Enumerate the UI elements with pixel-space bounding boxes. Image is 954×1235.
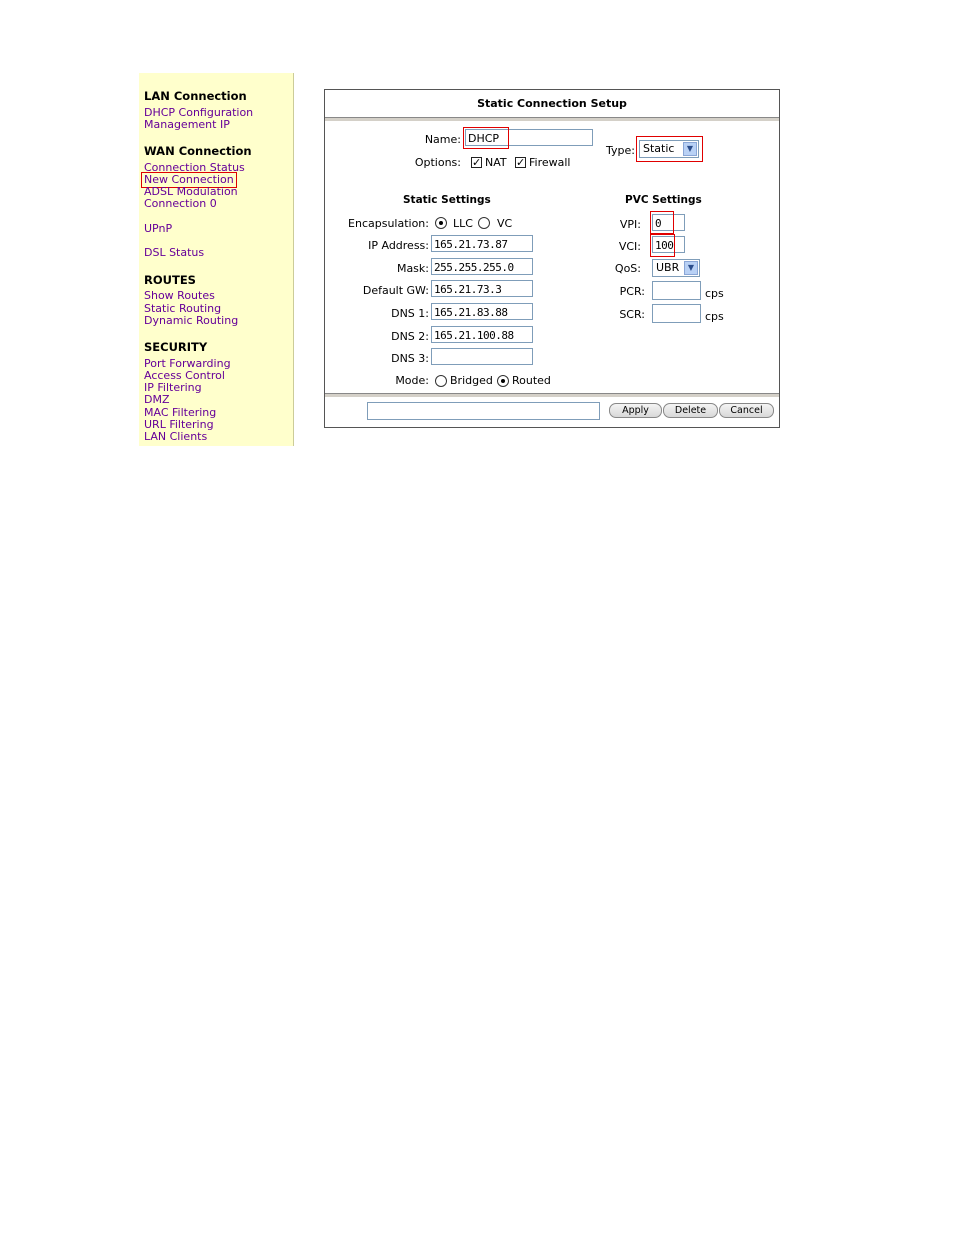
sidebar-item-dsl-status[interactable]: DSL Status (144, 246, 205, 259)
nat-checkbox[interactable]: ✓ (472, 156, 482, 169)
section-lan-connection: LAN Connection (144, 89, 247, 103)
sidebar-item-dynamic-routing[interactable]: Dynamic Routing (144, 314, 239, 327)
ip-address-label: IP Address: (368, 239, 429, 252)
mask-label: Mask: (396, 262, 429, 275)
qos-select-value: UBR (656, 261, 680, 274)
sidebar-item-port-forwarding[interactable]: Port Forwarding (144, 357, 231, 370)
dns2-input[interactable]: 165.21.100.88 (431, 326, 533, 343)
sidebar-item-access-control[interactable]: Access Control (144, 369, 225, 382)
sidebar-item-dmz[interactable]: DMZ (144, 393, 170, 406)
footer-divider (325, 393, 779, 397)
section-security: SECURITY (144, 340, 208, 354)
apply-button[interactable]: Apply (609, 403, 662, 418)
vci-label: VCI: (618, 240, 641, 253)
type-label: Type: (606, 144, 635, 157)
ip-address-input[interactable]: 165.21.73.87 (431, 235, 533, 252)
sidebar-item-new-connection[interactable]: New Connection (144, 173, 234, 186)
dns1-label: DNS 1: (391, 307, 429, 320)
scr-unit: cps (705, 310, 724, 323)
qos-label: QoS: (614, 262, 641, 275)
delete-button[interactable]: Delete (663, 403, 718, 418)
sidebar-item-static-routing[interactable]: Static Routing (144, 302, 222, 315)
sidebar-item-connection-status[interactable]: Connection Status (144, 161, 245, 174)
dns1-input[interactable]: 165.21.83.88 (431, 303, 533, 320)
default-gw-label: Default GW: (362, 284, 429, 297)
pvc-settings-heading: PVC Settings (625, 194, 702, 206)
sidebar-item-mac-filtering[interactable]: MAC Filtering (144, 406, 217, 419)
status-field (367, 402, 600, 420)
vpi-highlight-box (650, 211, 674, 234)
section-routes: ROUTES (144, 273, 196, 287)
scr-input[interactable] (652, 304, 701, 323)
scr-label: SCR: (619, 308, 645, 321)
sidebar-item-adsl-modulation[interactable]: ADSL Modulation (144, 185, 238, 198)
mode-label: Mode: (395, 374, 429, 387)
vci-input[interactable]: 100 (652, 236, 685, 253)
sidebar-nav (144, 73, 294, 446)
sidebar-item-ip-filtering[interactable]: IP Filtering (144, 381, 202, 394)
form-title: Static Connection Setup (477, 97, 627, 110)
vpi-input[interactable]: 0 (652, 214, 685, 231)
llc-label: LLC (453, 217, 473, 230)
router-admin-frame (139, 73, 813, 446)
section-wan-connection: WAN Connection (144, 144, 252, 158)
pcr-unit: cps (705, 287, 724, 300)
routed-label: Routed (512, 374, 551, 387)
firewall-label: Firewall (529, 156, 571, 169)
vc-radio[interactable] (478, 217, 490, 229)
name-input[interactable]: DHCP (465, 129, 593, 146)
sidebar-item-management-ip[interactable]: Management IP (144, 118, 230, 131)
name-label: Name: (424, 133, 461, 146)
dns3-input[interactable] (431, 348, 533, 365)
sidebar-item-lan-clients[interactable]: LAN Clients (144, 430, 208, 443)
mask-input[interactable]: 255.255.255.0 (431, 258, 533, 275)
sidebar-item-connection-0[interactable]: Connection 0 (144, 197, 217, 210)
bridged-label: Bridged (450, 374, 493, 387)
vci-highlight-box (650, 234, 675, 257)
qos-select[interactable] (652, 259, 700, 277)
title-divider (325, 117, 779, 121)
vpi-label: VPI: (619, 218, 641, 231)
static-settings-heading: Static Settings (403, 194, 491, 206)
firewall-checkbox[interactable]: ✓ (516, 156, 526, 169)
encapsulation-label: Encapsulation: (348, 217, 429, 230)
bridged-radio[interactable] (435, 375, 447, 387)
main-panel (293, 73, 814, 446)
type-select-value: Static (643, 142, 675, 155)
default-gw-input[interactable]: 165.21.73.3 (431, 280, 533, 297)
sidebar-item-upnp[interactable]: UPnP (144, 222, 173, 235)
sidebar-item-url-filtering[interactable]: URL Filtering (144, 418, 214, 431)
type-highlight-box (636, 136, 703, 162)
options-label: Options: (414, 156, 461, 169)
sidebar-item-show-routes[interactable]: Show Routes (144, 289, 215, 302)
static-connection-setup-card (324, 89, 780, 428)
llc-radio[interactable] (435, 217, 447, 229)
vc-label: VC (497, 217, 513, 230)
nat-label: NAT (485, 156, 507, 169)
chevron-down-icon: ▼ (684, 261, 698, 275)
cancel-button[interactable]: Cancel (719, 403, 774, 418)
dns2-label: DNS 2: (391, 330, 429, 343)
pcr-input[interactable] (652, 281, 701, 300)
name-highlight-box (463, 127, 509, 149)
sidebar-item-dhcp-configuration[interactable]: DHCP Configuration (144, 106, 254, 119)
chevron-down-icon: ▼ (683, 142, 697, 156)
dns3-label: DNS 3: (391, 352, 429, 365)
pcr-label: PCR: (619, 285, 645, 298)
routed-radio[interactable] (497, 375, 509, 387)
